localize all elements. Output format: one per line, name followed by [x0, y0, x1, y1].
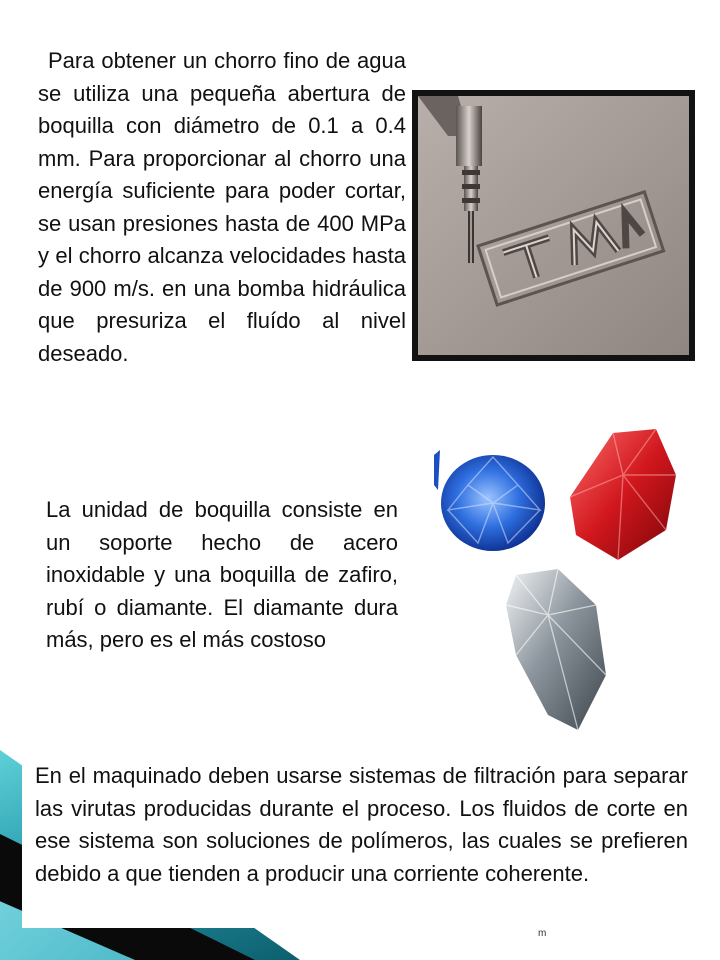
gemstones-illustration [408, 415, 680, 735]
waterjet-photo-image [418, 96, 689, 355]
footer-mark: m [538, 928, 547, 939]
paragraph-filtration: En el maquinado deben usarse sistemas de filtración para separar las virutas producidas durante el proceso. Los fluidos de corte en ese sistema son soluciones de polímeros, las cuales se prefieren debido a que tienden a producir una corriente coherente. [35, 763, 688, 886]
waterjet-photo [412, 90, 695, 361]
paragraph-waterjet-nozzle [38, 45, 406, 370]
ruby-gem-icon [570, 429, 676, 560]
gemstones-image [408, 415, 680, 735]
diamond-gem-icon [506, 569, 606, 730]
waterjet-cutting-illustration [418, 96, 689, 355]
sapphire-edge-icon [434, 450, 440, 490]
sapphire-gem-icon [441, 455, 545, 551]
paragraph-waterjet-nozzle-text: Para obtener un chorro fino de agua se utiliza una pequeña abertura de boquilla con diámetro de 0.1 a 0.4 mm. Para proporcionar al chorro una energía suficiente para poder cortar, se usan presiones hasta de 400 MPa y el chorro alcanza velocidades hasta de 900 m/s. en una bomba hidráulica que presuriza el fluído al nivel deseado. [38, 48, 406, 366]
paragraph-nozzle-unit: La unidad de boquilla consiste en un soporte hecho de acero inoxidable y una boquilla de zafiro, rubí o diamante. El diamante dura más, pero es el más costoso [46, 497, 398, 652]
